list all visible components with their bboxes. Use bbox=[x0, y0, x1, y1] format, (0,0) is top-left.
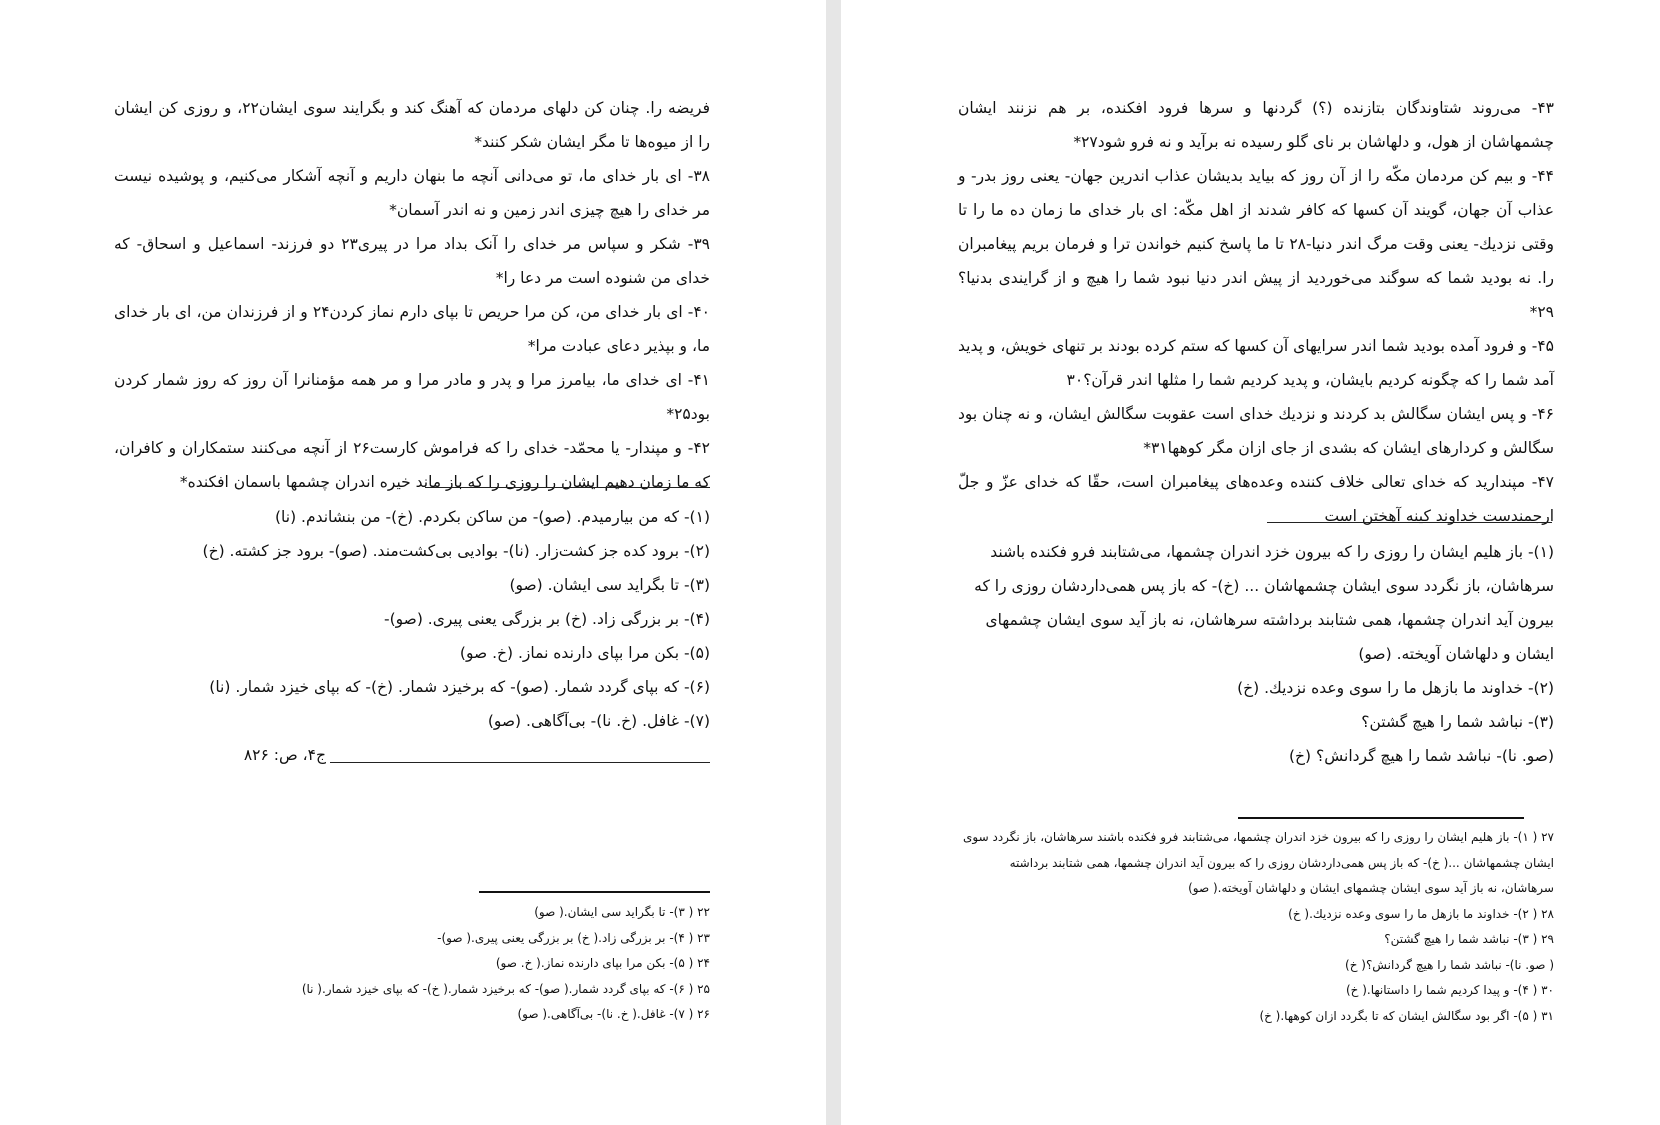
page-gutter bbox=[826, 0, 841, 1125]
left-footnotes bbox=[114, 900, 710, 1028]
notes-divider bbox=[1267, 522, 1552, 523]
right-main-text bbox=[958, 91, 1554, 533]
footnote: ۲۴ ( ۵)- بکن مرا بپای دارنده نماز.( خ. صو) bbox=[495, 956, 710, 970]
note-line: (۳)- نباشد شما را هیچ گشتن؟ bbox=[1361, 713, 1554, 731]
page-reference bbox=[114, 738, 710, 772]
left-notes bbox=[114, 500, 710, 772]
footnote: ۲۹ ( ۳)- نباشد شما را هیچ گشتن؟ bbox=[1384, 932, 1554, 946]
page-reference-label: ج‌۴، ص: ۸۲۶ bbox=[243, 746, 326, 764]
right-notes bbox=[958, 535, 1554, 773]
paragraph: ۴۴- و بیم کن مردمان مکّه را از آن روز که بیاید بدیشان عذاب اندرین جهان- یعنی روز بدر- و عذاب آن جهان، گویند آن کسها که کافر شدند از اهل مکّه: ای بار خدای ما زمان ده ما را تا وقتی نزدیك- یعنی وقت مرگ اندر دنیا-۲۸ تا ما پاسخ کنیم خواندن ترا و فرمان بریم پیغامبران را. نه بودید شما که سوگند می‌خوردید از پیش اندر دنیا نبود شما را هیچ و از گرایندی بدنیا؟۲۹* bbox=[958, 167, 1554, 321]
note-line: (۲)- خداوند ما بازهل ما را سوی وعده نزدیك. (خ) bbox=[1237, 679, 1554, 697]
paragraph: ۴۵- و فرود آمده بودید شما اندر سرایهای آن کسها که ستم کرده بودند بر تنهای خویش، و پدید آمد شما را که چگونه کردیم بایشان، و پدید کردیم شما را مثلها اندر قرآن؟۳۰ bbox=[958, 337, 1554, 389]
note-line: (۵)- بکن مرا بپای دارنده نماز. (خ. صو) bbox=[459, 644, 710, 662]
footnote: ۳۰ ( ۴)- و پیدا کردیم شما را داستانها.( خ) bbox=[1346, 983, 1554, 997]
footnote-divider bbox=[1238, 817, 1524, 819]
note-line: (۳)- تا بگراید سی ایشان. (صو) bbox=[509, 576, 710, 594]
footnote: ۲۳ ( ۴)- بر بزرگی زاد.( خ) بر بزرگی یعنی پیری.( صو)- bbox=[437, 930, 710, 945]
right-footnotes bbox=[958, 825, 1554, 1029]
footnote: ۲۷ ( ۱)- باز هلیم ایشان را روزی را که بیرون خزد اندران چشمها، می‌شتابند فرو فکنده باشند سرهاشان، باز نگردد سوی ایشان چشمهاشان ...( خ)- که باز پس همی‌داردشان روزی را که بیرون آید اندران چشمها، همی شتابند برداشته سرهاشان، نه باز آید سوی ایشان چشمهای ایشان و دلهاشان آویخته.( صو) bbox=[963, 830, 1554, 895]
paragraph: ۴۱- ای خدای ما، بیامرز مرا و پدر و مادر مرا و مر همه مؤمنانرا آن روز که روز شمار کردن بود۲۵* bbox=[114, 371, 710, 423]
footnote: ۲۲ ( ۳)- تا بگراید سی ایشان.( صو) bbox=[534, 905, 710, 919]
footnote: ۲۵ ( ۶)- که بپای گردد شمار.( صو)- که برخیزد شمار.( خ)- که بپای خیزد شمار.( نا) bbox=[301, 981, 710, 996]
note-line: (۱)- باز هلیم ایشان را روزی را که بیرون خزد اندران چشمها، می‌شتابند فرو فکنده باشند سرهاشان، باز نگردد سوی ایشان چشمهاشان ... (خ)- که باز پس همی‌داردشان روزی را که بیرون آید اندران چشمها، همی شتابند برداشته سرهاشان، نه باز آید سوی ایشان چشمهای ایشان و دلهاشان آویخته. (صو) bbox=[974, 543, 1554, 663]
paragraph: فریضه را. چنان کن دلهای مردمان که آهنگ کند و بگرایند سوی ایشان۲۲، و روزی کن ایشان را از میوه‌ها تا مگر ایشان شکر کنند* bbox=[114, 99, 710, 151]
paragraph: ۴۲- و مپندار- یا محمّد- خدای را که فراموش کارست۲۶ از آنچه می‌کنند ستمکاران و کافران، که ما زمان دهیم ایشان را روزی را که باز ماند خیره اندران چشمها باسمان افکنده* bbox=[114, 439, 710, 491]
footnote: ۲۸ ( ۲)- خداوند ما بازهل ما را سوی وعده نزدیك.( خ) bbox=[1288, 906, 1554, 921]
left-main-text bbox=[114, 91, 710, 499]
right-page bbox=[841, 0, 1660, 1125]
note-line: (صو. نا)- نباشد شما را هیچ گردانش؟ (خ) bbox=[1288, 747, 1554, 765]
paragraph: ۴۶- و پس ایشان سگالش بد کردند و نزدیك خدای است عقوبت سگالش ایشان، و نه چنان بود سگالش و کردارهای ایشان که بشدی از جای ازان مگر کوهها۳۱* bbox=[958, 405, 1554, 457]
footnote: ۲۶ ( ۷)- غافل.( خ. نا)- بی‌آگاهی.( صو) bbox=[517, 1007, 710, 1021]
footnote-divider bbox=[479, 891, 710, 893]
footnote: ( صو. نا)- نباشد شما را هیچ گردانش؟( خ) bbox=[1345, 957, 1554, 972]
left-page bbox=[0, 0, 826, 1125]
note-line: (۱)- که من بیارمیدم. (صو)- من ساکن بکردم. (خ)- من بنشاندم. (نا) bbox=[275, 508, 710, 526]
note-line: (۷)- غافل. (خ. نا)- بی‌آگاهی. (صو) bbox=[487, 712, 710, 730]
footnote: ۳۱ ( ۵)- اگر بود سگالش ایشان که تا بگردد ازان کوهها.( خ) bbox=[1259, 1008, 1554, 1023]
note-line: (۶)- که بپای گردد شمار. (صو)- که برخیزد شمار. (خ)- که بپای خیزد شمار. (نا) bbox=[209, 678, 710, 696]
paragraph: ۴۳- می‌روند شتاوندگان بتازنده (؟) گردنها و سرها فرود افکنده، بر هم نزنند ایشان چشمهاشان از هول، و دلهاشان بر نای گلو رسیده نه برآید و نه فرو شود۲۷* bbox=[958, 99, 1554, 151]
paragraph: ۴۰- ای بار خدای من، کن مرا حریص تا بپای دارم نماز کردن۲۴ و از فرزندان من، ای بار خدای ما، و بپذیر دعای عبادت مرا* bbox=[114, 303, 710, 355]
paragraph: ۳۹- شکر و سپاس مر خدای را آنک بداد مرا در پیری۲۳ دو فرزند- اسماعیل و اسحاق- که خدای من شنوده است مر دعا را* bbox=[114, 235, 710, 287]
page-reference-rule bbox=[330, 762, 710, 763]
note-line: (۲)- برود کده جز کشت‌زار. (نا)- بوادیی بی‌کشت‌مند. (صو)- برود جز کشته. (خ) bbox=[202, 542, 710, 560]
note-line: (۴)- بر بزرگی زاد. (خ) بر بزرگی یعنی پیری. (صو)- bbox=[384, 610, 710, 628]
paragraph: ۳۸- ای بار خدای ما، تو می‌دانی آنچه ما بنهان داریم و آنچه آشکار می‌کنیم، و پوشیده نیست مر خدای را هیچ چیزی اندر زمین و نه اندر آسمان* bbox=[114, 167, 710, 219]
notes-divider bbox=[425, 487, 710, 488]
paragraph: ۴۷- مپندارید که خدای تعالی خلاف کننده وعده‌های پیغامبران است، حقّا که خدای عزّ و جلّ ارجمندست خداوند کینه آهختن است bbox=[958, 473, 1554, 525]
